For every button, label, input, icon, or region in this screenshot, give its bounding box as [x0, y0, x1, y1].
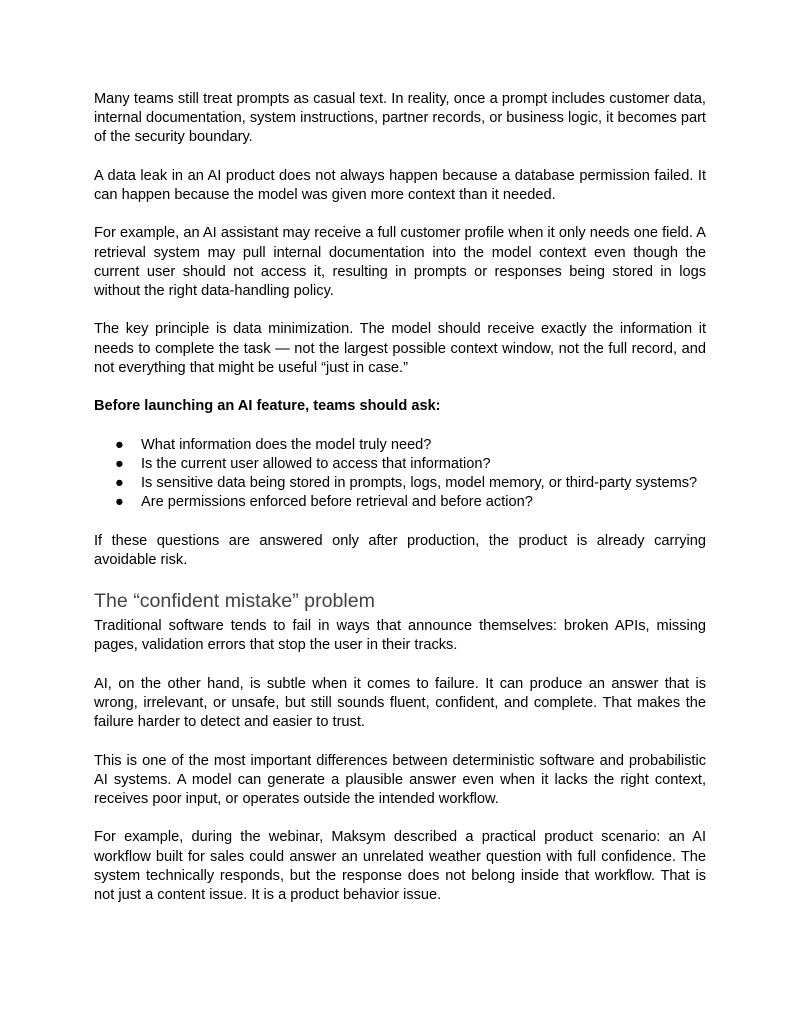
list-item-text: Are permissions enforced before retrieval and before action?: [141, 494, 533, 511]
bullet-icon: ●: [115, 474, 124, 491]
paragraph-example-context: For example, an AI assistant may receive a full customer profile when it only needs one field. A retrieval system may pull internal documentation into the model context even though the current user should not access it, resulting in prompts or responses being stored in logs without the right data-handling policy.: [94, 225, 706, 299]
paragraph-ai-failure: AI, on the other hand, is subtle when it comes to failure. It can produce an answer that is wrong, irrelevant, or unsafe, but still sounds fluent, confident, and complete. That makes the failure harder to detect and easier to trust.: [94, 675, 706, 731]
list-item-text: Is the current user allowed to access that information?: [141, 455, 491, 472]
checklist-heading: Before launching an AI feature, teams should ask:: [94, 398, 441, 415]
list-item-text: Is sensitive data being stored in prompts, logs, model memory, or third-party systems?: [141, 474, 698, 491]
paragraph-webinar-example: For example, during the webinar, Maksym described a practical product scenario: an AI workflow built for sales could answer an unrelated weather question with full confidence. The system technically responds, but the response does not belong inside that workflow. That is not just a content issue. It is a product behavior issue.: [94, 829, 706, 903]
list-item: [94, 436, 706, 455]
paragraph-data-minimization: The key principle is data minimization. The model should receive exactly the information it needs to complete the task — not the largest possible context window, not the full record, and not everything that might be useful “just in case.”: [94, 321, 706, 376]
paragraph-deterministic-vs-probabilistic: This is one of the most important differences between deterministic software and probabilistic AI systems. A model can generate a plausible answer even when it lacks the right context, receives poor input, or operates outside the intended workflow.: [94, 752, 706, 807]
paragraph-avoidable-risk: If these questions are answered only after production, the product is already carrying avoidable risk.: [94, 532, 706, 568]
document-page: [94, 90, 706, 924]
list-item: [94, 493, 706, 512]
paragraph-data-leak: A data leak in an AI product does not always happen because a database permission failed. It can happen because the model was given more context than it needed.: [94, 167, 706, 203]
bullet-icon: ●: [115, 455, 124, 472]
checklist: [94, 436, 706, 513]
paragraph-traditional-software: Traditional software tends to fail in ways that announce themselves: broken APIs, missing pages, validation errors that stop the user in their tracks.: [94, 618, 706, 654]
bullet-icon: ●: [115, 494, 124, 511]
list-item-text: What information does the model truly need?: [141, 436, 432, 453]
section-heading: The “confident mistake” problem: [94, 590, 375, 613]
bullet-icon: ●: [115, 436, 124, 453]
list-item: [94, 474, 706, 493]
paragraph-prompts-security: Many teams still treat prompts as casual text. In reality, once a prompt includes customer data, internal documentation, system instructions, partner records, or business logic, it becomes part of the security boundary.: [94, 91, 706, 146]
list-item: [94, 455, 706, 474]
